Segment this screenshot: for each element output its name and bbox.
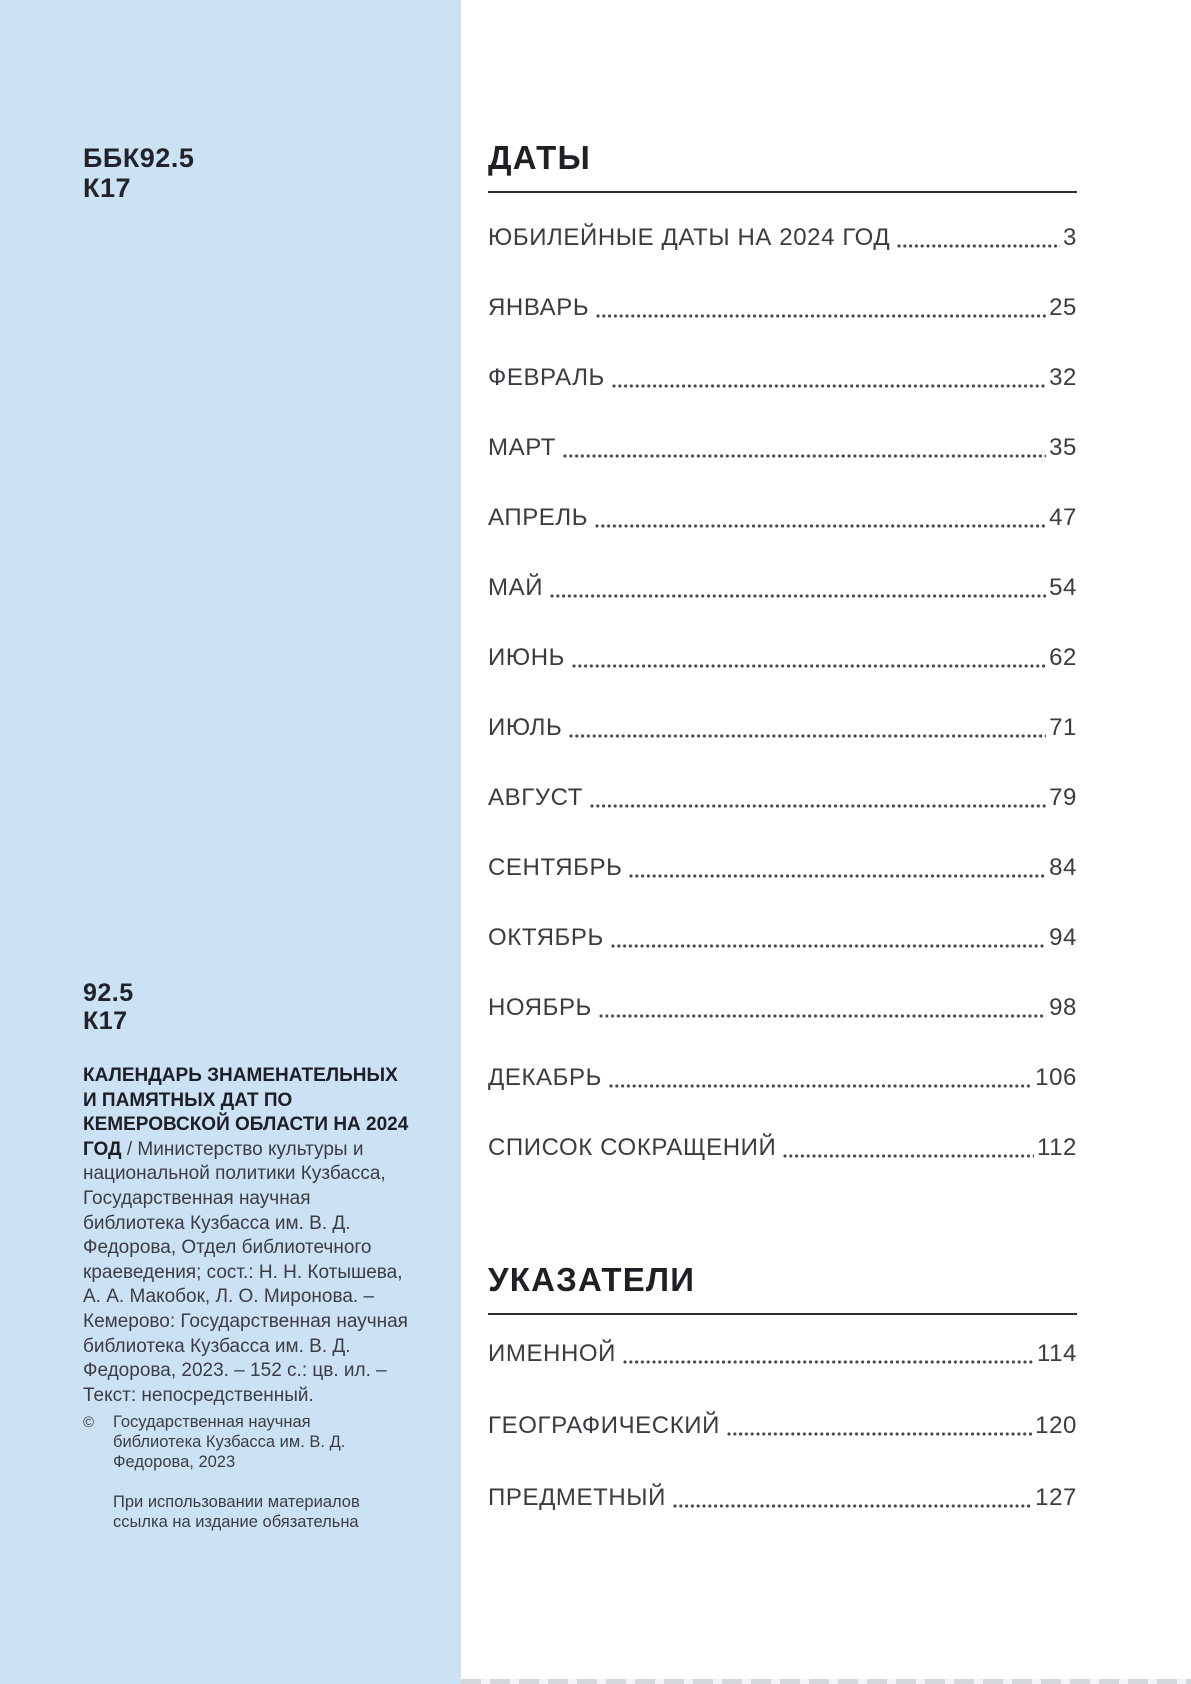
toc-entry-label: ЯНВАРЬ [488,294,590,321]
toc-entry-page: 94 [1049,924,1077,951]
section-title-dates: ДАТЫ [488,140,1077,193]
toc-entry-page: 98 [1049,994,1077,1021]
toc-entry-page: 3 [1063,224,1077,251]
toc-entries-indexes [488,1339,1077,1513]
bibliographic-title: КАЛЕНДАРЬ ЗНАМЕНАТЕЛЬНЫХ И ПАМЯТНЫХ ДАТ ПО КЕМЕРОВСКОЙ ОБЛАСТИ НА 2024 ГОД [83,1065,409,1160]
toc-entry [488,363,1077,393]
copyright-holder: Государственная научная библиотека Кузбасса им. В. Д. Федорова, 2023 [113,1413,346,1471]
dotted-leader [609,1084,1032,1088]
toc-entry-page: 120 [1035,1412,1077,1439]
dotted-leader [550,594,1046,598]
toc-entry-page: 54 [1049,574,1077,601]
toc-entry [488,713,1077,743]
bibliographic-record [83,1064,415,1408]
toc-entry [488,293,1077,323]
usage-notice: При использовании материалов ссылка на издание обязательна [113,1493,360,1531]
bbk-top-line1: ББК92.5 [83,143,195,173]
copyright-text [113,1412,403,1532]
toc-entry [488,433,1077,463]
toc-section-dates [488,140,1077,1203]
dotted-leader [590,804,1046,808]
toc-entry-page: 114 [1036,1340,1077,1367]
dotted-leader [897,244,1060,248]
dotted-leader [569,734,1046,738]
toc-entry-label: НОЯБРЬ [488,994,592,1021]
section-title-indexes: УКАЗАТЕЛИ [488,1262,1077,1315]
toc-entry-label: СЕНТЯБРЬ [488,854,623,881]
bbk-top-line2: К17 [83,173,132,203]
toc-entry [488,1063,1077,1093]
toc-entry-page: 25 [1049,294,1077,321]
toc-entry-page: 71 [1049,714,1077,741]
toc-entry-label: ДЕКАБРЬ [488,1064,602,1091]
dotted-leader [599,1014,1046,1018]
toc-entry-page: 62 [1049,644,1077,671]
dotted-leader [612,384,1046,388]
dotted-leader [623,1360,1034,1364]
dotted-leader [595,524,1046,528]
bbk-mid-line2: К17 [83,1007,128,1035]
dotted-leader [611,944,1046,948]
bbk-mid-line1: 92.5 [83,979,134,1007]
bibliographic-description: / Министерство культуры и национальной политики Кузбасса, Государственная научная библиотека Кузбасса им. В. Д. Федорова, Отдел библиотечного краеведения; сост.: Н. Н. Котышева, А. А. Макобок, Л. О. Миронова. – Кемерово: Государственная научная библиотека Кузбасса им. В. Д. Федорова, 2023. – 152 с.: цв. ил. – Текст: непосредственный. [83,1138,408,1406]
toc-entry-label: ОКТЯБРЬ [488,924,604,951]
bbk-classification-top [83,143,194,203]
toc-entry-label: ЮБИЛЕЙНЫЕ ДАТЫ НА 2024 ГОД [488,224,891,251]
toc-entry-label: ИМЕННОЙ [488,1340,617,1367]
toc-entry-page: 127 [1035,1484,1077,1511]
toc-entry [488,573,1077,603]
toc-entry [488,223,1077,253]
toc-entry-label: АВГУСТ [488,784,584,811]
toc-entry [488,1411,1077,1441]
toc-entry-label: ГЕОГРАФИЧЕСКИЙ [488,1412,720,1439]
toc-entry-label: ИЮНЬ [488,644,565,671]
toc-entries-dates [488,223,1077,1163]
dotted-leader [572,664,1046,668]
copyright-icon: © [83,1414,95,1431]
toc-entry [488,1483,1077,1513]
toc-entry [488,923,1077,953]
toc-entry [488,643,1077,673]
copyright-block [83,1412,403,1532]
toc-entry [488,783,1077,813]
dotted-leader [673,1504,1032,1508]
toc-entry-label: МАЙ [488,574,544,601]
toc-entry [488,503,1077,533]
dotted-leader [783,1154,1034,1158]
toc-entry-label: ИЮЛЬ [488,714,563,741]
toc-entry-page: 47 [1049,504,1077,531]
toc-entry [488,1339,1077,1369]
toc-entry-page: 35 [1049,434,1077,461]
dotted-leader [629,874,1046,878]
toc-entry [488,993,1077,1023]
toc-entry-label: СПИСОК СОКРАЩЕНИЙ [488,1134,777,1161]
toc-entry-label: АПРЕЛЬ [488,504,589,531]
dotted-leader [727,1432,1032,1436]
toc-entry-label: ПРЕДМЕТНЫЙ [488,1484,667,1511]
toc-entry-page: 84 [1049,854,1077,881]
toc-entry-label: ФЕВРАЛЬ [488,364,605,391]
toc-entry-page: 32 [1049,364,1077,391]
toc-entry [488,853,1077,883]
sidebar-panel [0,0,461,1684]
dotted-leader [563,454,1046,458]
toc-entry-page: 112 [1036,1134,1077,1161]
page-edge-artifact [461,1679,1191,1684]
bbk-classification-mid [83,979,134,1035]
dotted-leader [596,314,1046,318]
toc-entry-page: 106 [1035,1064,1077,1091]
toc-entry-page: 79 [1049,784,1077,811]
toc-entry-label: МАРТ [488,434,556,461]
toc-section-indexes [488,1262,1077,1555]
toc-entry [488,1133,1077,1163]
